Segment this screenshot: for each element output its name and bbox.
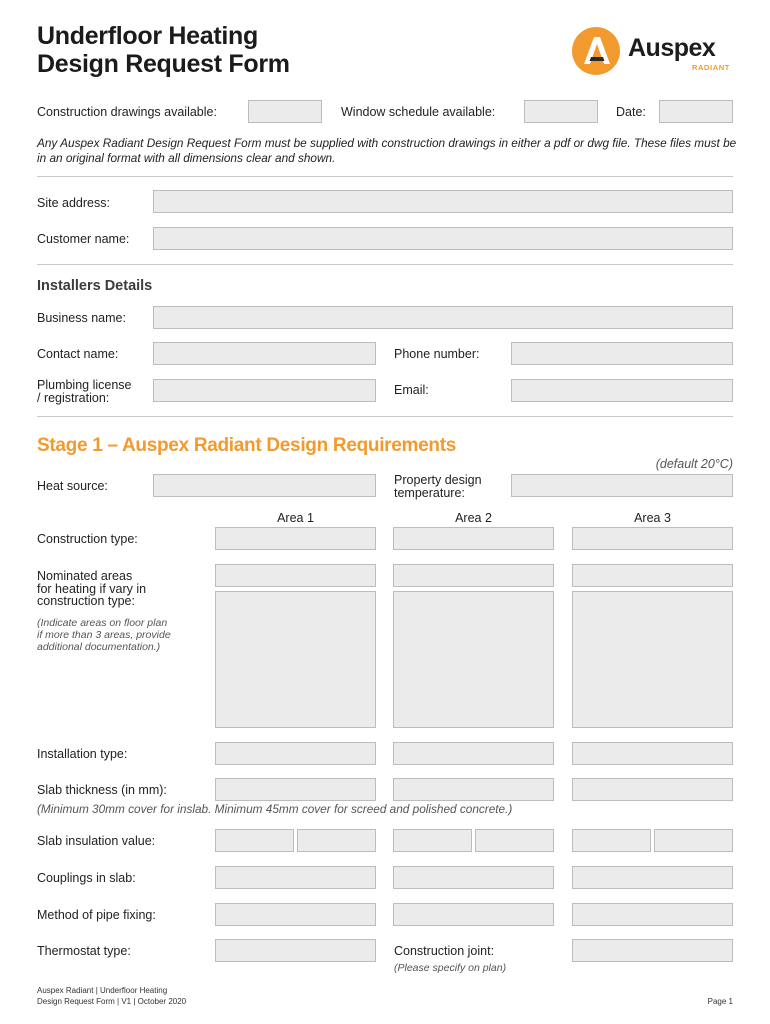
slab-thickness-area-1[interactable] xyxy=(215,778,376,801)
area-3-header: Area 3 xyxy=(634,511,671,525)
email-field[interactable] xyxy=(511,379,733,402)
thermostat-field[interactable] xyxy=(215,939,376,962)
indicate-line-2: if more than 3 areas, provide xyxy=(37,629,171,641)
divider-1 xyxy=(37,176,733,177)
title-line-1: Underfloor Heating xyxy=(37,22,258,50)
installers-heading: Installers Details xyxy=(37,278,153,294)
couplings-area-3[interactable] xyxy=(572,866,733,889)
installation-type-area-2[interactable] xyxy=(393,742,554,765)
construction-joint-note: (Please specify on plan) xyxy=(394,962,507,974)
construction-type-area-3[interactable] xyxy=(572,527,733,550)
slab-thickness-label: Slab thickness (in mm): xyxy=(37,783,167,797)
date-field[interactable] xyxy=(659,100,733,123)
slab-insulation-label: Slab insulation value: xyxy=(37,834,156,848)
logo-name: Auspex xyxy=(628,34,716,62)
indicate-areas-note xyxy=(37,617,171,653)
indicate-line-3: additional documentation.) xyxy=(37,641,161,653)
nominated-areas-area-1[interactable] xyxy=(215,564,376,587)
couplings-area-2[interactable] xyxy=(393,866,554,889)
slab-insulation-area-2a[interactable] xyxy=(393,829,472,852)
slab-insulation-area-3b[interactable] xyxy=(654,829,733,852)
construction-type-area-1[interactable] xyxy=(215,527,376,550)
pipe-fixing-area-3[interactable] xyxy=(572,903,733,926)
nominated-line-3: construction type: xyxy=(37,594,135,608)
property-temp-field[interactable] xyxy=(511,474,733,497)
heat-source-field[interactable] xyxy=(153,474,376,497)
plumbing-label-line-1: Plumbing license xyxy=(37,378,132,392)
indicate-line-1: (Indicate areas on floor plan xyxy=(37,617,168,629)
phone-number-field[interactable] xyxy=(511,342,733,365)
slab-thickness-area-2[interactable] xyxy=(393,778,554,801)
nominated-details-area-3[interactable] xyxy=(572,591,733,728)
plumbing-license-label xyxy=(37,379,132,405)
area-2-header: Area 2 xyxy=(455,511,492,525)
pipe-fixing-area-2[interactable] xyxy=(393,903,554,926)
construction-type-label: Construction type: xyxy=(37,532,138,546)
divider-2 xyxy=(37,264,733,265)
customer-name-label: Customer name: xyxy=(37,232,130,246)
couplings-area-1[interactable] xyxy=(215,866,376,889)
stage-1-heading: Stage 1 – Auspex Radiant Design Requirements xyxy=(37,435,456,456)
property-temp-line-1: Property design xyxy=(394,473,482,487)
site-address-field[interactable] xyxy=(153,190,733,213)
default-temp-note: (default 20°C) xyxy=(655,457,733,471)
phone-number-label: Phone number: xyxy=(394,347,480,361)
property-temp-line-2: temperature: xyxy=(394,486,465,500)
nominated-details-area-2[interactable] xyxy=(393,591,554,728)
installation-type-area-3[interactable] xyxy=(572,742,733,765)
date-label: Date: xyxy=(616,105,646,119)
construction-joint-field[interactable] xyxy=(572,939,733,962)
page-number: Page 1 xyxy=(707,997,733,1006)
construction-drawings-field[interactable] xyxy=(248,100,322,123)
heat-source-label: Heat source: xyxy=(37,479,108,493)
nominated-line-2: for heating if vary in xyxy=(37,581,147,596)
auspex-logo-icon xyxy=(571,26,621,76)
email-label: Email: xyxy=(394,383,429,397)
construction-joint-label: Construction joint: xyxy=(394,944,495,958)
footer-line-1: Auspex Radiant | Underfloor Heating xyxy=(37,986,168,995)
customer-name-field[interactable] xyxy=(153,227,733,250)
slab-insulation-area-1b[interactable] xyxy=(297,829,376,852)
divider-3 xyxy=(37,416,733,417)
window-schedule-label: Window schedule available: xyxy=(341,105,496,119)
slab-thickness-note: (Minimum 30mm cover for inslab. Minimum 45mm cover for screed and polished concrete.) xyxy=(37,802,513,816)
pipe-fixing-label: Method of pipe fixing: xyxy=(37,908,156,922)
plumbing-label-line-2: / registration: xyxy=(37,391,110,405)
window-schedule-field[interactable] xyxy=(524,100,598,123)
logo-sub: RADIANT xyxy=(692,63,730,72)
property-temp-label xyxy=(394,474,482,500)
installation-type-area-1[interactable] xyxy=(215,742,376,765)
nominated-details-area-1[interactable] xyxy=(215,591,376,728)
business-name-label: Business name: xyxy=(37,311,126,325)
nominated-areas-label xyxy=(37,570,146,608)
business-name-field[interactable] xyxy=(153,306,733,329)
construction-type-area-2[interactable] xyxy=(393,527,554,550)
instructions-note: Any Auspex Radiant Design Request Form must be supplied with construction drawings in either a pdf or dwg file. These files must be in an original format with all dimensions clear and shown. xyxy=(37,136,737,165)
plumbing-license-field[interactable] xyxy=(153,379,376,402)
couplings-label: Couplings in slab: xyxy=(37,871,136,885)
pipe-fixing-area-1[interactable] xyxy=(215,903,376,926)
site-address-label: Site address: xyxy=(37,196,110,210)
form-title xyxy=(37,22,290,78)
area-1-header: Area 1 xyxy=(277,511,314,525)
title-line-2: Design Request Form xyxy=(37,50,290,78)
footer-line-2: Design Request Form | V1 | October 2020 xyxy=(37,997,187,1006)
nominated-line-1: Nominated areas xyxy=(37,569,133,583)
slab-insulation-area-2b[interactable] xyxy=(475,829,554,852)
footer-info xyxy=(37,985,186,1007)
slab-insulation-area-1a[interactable] xyxy=(215,829,294,852)
auspex-logo xyxy=(571,26,736,76)
construction-drawings-label: Construction drawings available: xyxy=(37,105,217,119)
nominated-areas-area-3[interactable] xyxy=(572,564,733,587)
thermostat-label: Thermostat type: xyxy=(37,944,131,958)
contact-name-field[interactable] xyxy=(153,342,376,365)
contact-name-label: Contact name: xyxy=(37,347,119,361)
slab-thickness-area-3[interactable] xyxy=(572,778,733,801)
installation-type-label: Installation type: xyxy=(37,747,128,761)
slab-insulation-area-3a[interactable] xyxy=(572,829,651,852)
nominated-areas-area-2[interactable] xyxy=(393,564,554,587)
